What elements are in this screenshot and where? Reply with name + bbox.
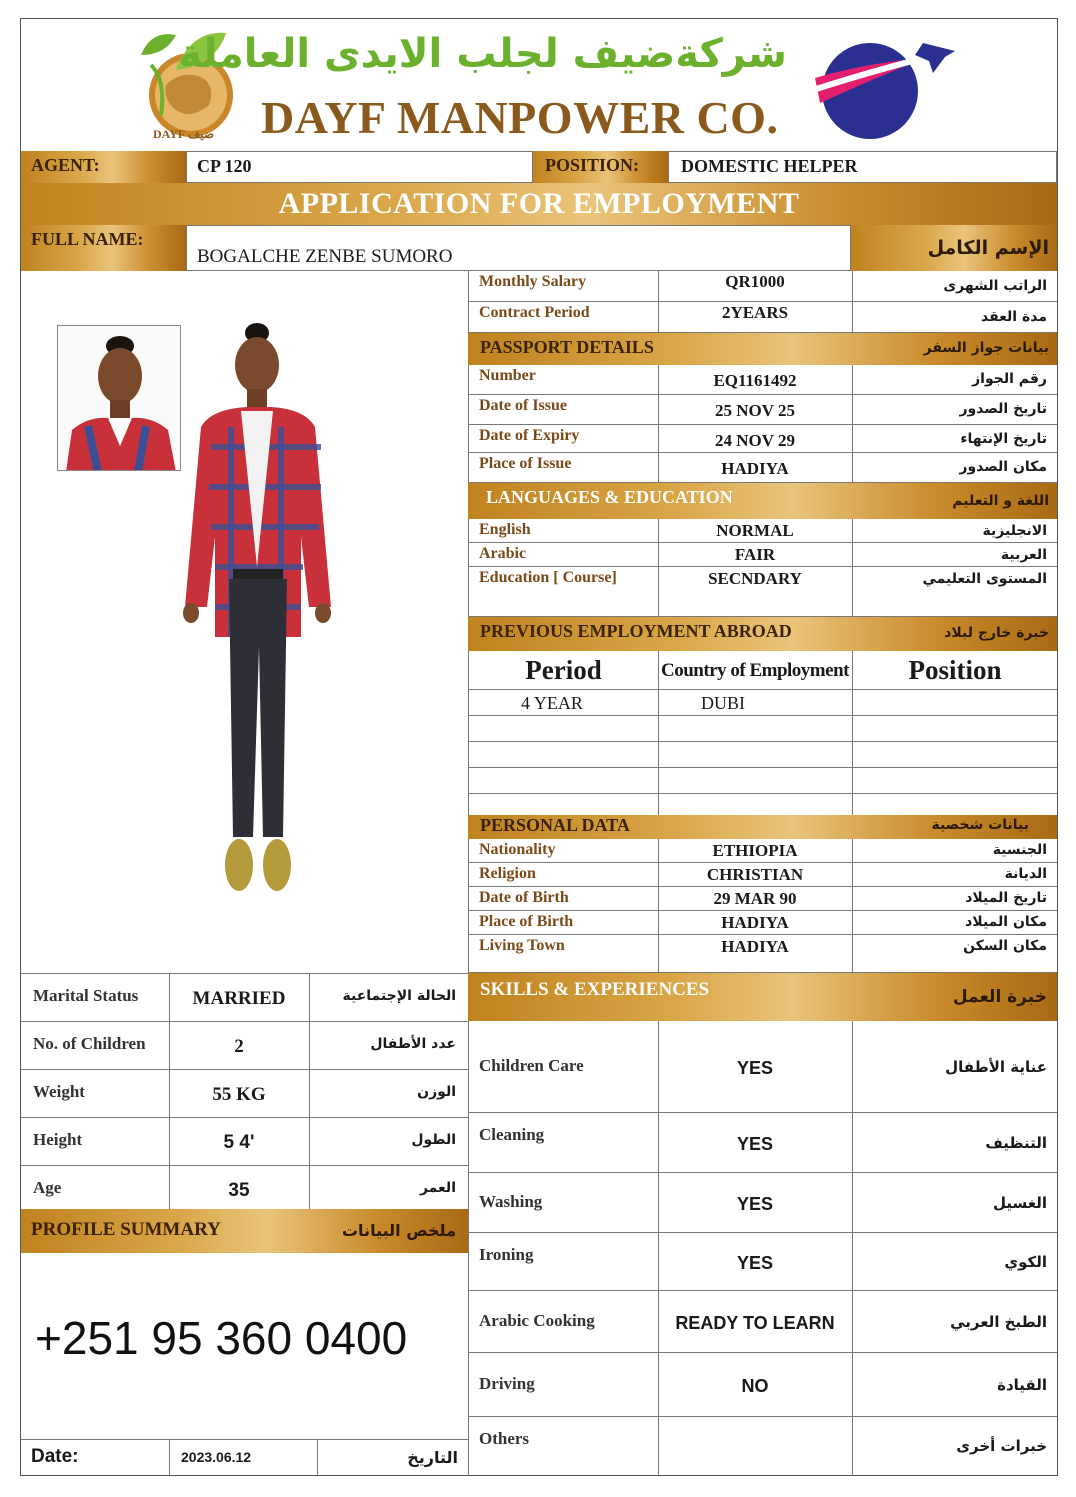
skill-ar-0: عناية الأطفال — [945, 1058, 1047, 1076]
personal-ar-0: الجنسية — [992, 842, 1047, 858]
employment-header-position: Position — [908, 655, 1002, 685]
personal-label-1: Religion — [479, 865, 536, 882]
employment-title: PREVIOUS EMPLOYMENT ABROAD — [480, 621, 792, 641]
personal-band — [468, 815, 1057, 839]
skill-value-2: YES — [736, 1194, 774, 1214]
skill-ar-5: القيادة — [997, 1376, 1047, 1394]
contract-ar-1: مدة العقد — [980, 309, 1047, 325]
languages-title-ar: اللغة و التعليم — [952, 493, 1049, 509]
language-ar-1: العربية — [1000, 547, 1047, 563]
passport-ar-1: تاريخ الصدور — [959, 401, 1047, 417]
personal-value-4: HADIYA — [721, 937, 789, 956]
position-label-cell — [533, 151, 668, 183]
personal-value-1: CHRISTIAN — [706, 865, 804, 884]
full-name-value: BOGALCHE ZENBE SUMORO — [197, 246, 453, 267]
skill-label-4: Arabic Cooking — [479, 1311, 595, 1330]
detail-value-1: 2 — [234, 1036, 244, 1057]
profile-band — [21, 1209, 468, 1253]
full-name-label-cell — [21, 225, 186, 271]
profile-title: PROFILE SUMMARY — [31, 1219, 221, 1240]
detail-value-4: 35 — [228, 1180, 250, 1201]
profile-title-ar: ملخص البيانات — [341, 1221, 456, 1240]
detail-label-2: Weight — [33, 1082, 85, 1101]
personal-label-2: Date of Birth — [479, 889, 569, 906]
employment-header-country: Country of Employment — [661, 660, 849, 681]
employment-title-ar: خبرة خارج لبلاد — [944, 625, 1049, 641]
application-sheet — [20, 18, 1058, 1476]
skill-ar-3: الكوي — [1004, 1253, 1047, 1271]
skills-band — [468, 973, 1057, 1021]
contract-label-1: Contract Period — [479, 304, 590, 321]
position-value-cell — [668, 151, 1057, 183]
detail-value-2: 55 KG — [212, 1084, 266, 1105]
detail-value-3: 5 4' — [223, 1132, 255, 1153]
detail-label-0: Marital Status — [33, 986, 139, 1005]
skill-value-0: YES — [736, 1058, 774, 1078]
skill-ar-4: الطبخ العربي — [950, 1313, 1047, 1331]
skill-value-4: READY TO LEARN — [675, 1313, 835, 1333]
passport-value-2: 24 NOV 29 — [715, 431, 795, 450]
employment-header-period: Period — [525, 655, 602, 685]
language-value-1: FAIR — [734, 545, 776, 564]
skill-ar-6: خبرات أخرى — [956, 1437, 1047, 1455]
employment-row-period: 4 YEAR — [521, 693, 583, 713]
personal-value-3: HADIYA — [721, 913, 789, 932]
application-title: APPLICATION FOR EMPLOYMENT — [278, 187, 800, 220]
date-value: 2023.06.12 — [181, 1449, 252, 1465]
date-label: Date: — [31, 1446, 79, 1467]
logo-small-text: DAYF ضيف — [153, 127, 215, 141]
languages-title: LANGUAGES & EDUCATION — [486, 487, 733, 507]
personal-label-3: Place of Birth — [479, 913, 574, 930]
personal-value-2: 29 MAR 90 — [713, 889, 797, 908]
language-label-2: Education [ Course] — [479, 569, 617, 586]
title-band — [21, 183, 1057, 225]
profile-body — [21, 1253, 468, 1439]
agent-label: AGENT: — [31, 155, 100, 175]
personal-table — [468, 839, 1057, 973]
skill-label-0: Children Care — [479, 1056, 584, 1075]
skill-label-3: Ironing — [479, 1245, 534, 1264]
passport-label-3: Place of Issue — [479, 455, 572, 472]
skills-table — [468, 1021, 1057, 1475]
languages-band — [468, 483, 1057, 519]
passport-label-2: Date of Expiry — [479, 427, 580, 444]
skill-value-1: YES — [736, 1134, 774, 1154]
language-value-0: NORMAL — [716, 521, 794, 540]
skill-ar-2: الغسيل — [992, 1194, 1047, 1212]
skills-title: SKILLS & EXPERIENCES — [480, 979, 710, 1000]
language-ar-2: المستوى التعليمي — [922, 571, 1047, 587]
full-name-value-cell — [186, 225, 851, 271]
passport-table — [468, 365, 1057, 483]
full-name-ar-cell — [851, 225, 1057, 271]
passport-title: PASSPORT DETAILS — [480, 337, 654, 357]
agent-value-cell — [186, 151, 533, 183]
detail-ar-4: العمر — [419, 1180, 456, 1196]
detail-label-3: Height — [33, 1130, 83, 1149]
date-ar: التاريخ — [407, 1448, 458, 1467]
left-details-table — [21, 973, 468, 1209]
passport-value-0: EQ1161492 — [713, 371, 797, 390]
personal-ar-3: مكان الميلاد — [965, 914, 1047, 930]
personal-label-4: Living Town — [479, 937, 565, 954]
language-label-1: Arabic — [479, 545, 527, 562]
date-row — [21, 1439, 468, 1475]
employment-row-country: DUBI — [701, 693, 745, 713]
language-ar-0: الانجليزية — [982, 523, 1047, 539]
full-name-ar: الإسم الكامل — [927, 237, 1049, 259]
passport-title-ar: بيانات جواز السفر — [923, 340, 1049, 356]
passport-band — [468, 333, 1057, 365]
contract-table — [468, 271, 1057, 333]
detail-ar-2: الوزن — [417, 1084, 456, 1100]
airplane-globe-logo — [805, 33, 965, 143]
detail-ar-0: الحالة الإجتماعية — [342, 988, 456, 1004]
full-body-photo — [171, 317, 351, 897]
detail-label-4: Age — [33, 1178, 62, 1197]
employment-table — [468, 651, 1057, 815]
personal-ar-1: الديانة — [1004, 866, 1047, 882]
company-arabic-name: شركةضيف لجلب الايدى العاملة — [178, 31, 787, 77]
passport-label-1: Date of Issue — [479, 397, 567, 414]
personal-title-ar: بيانات شخصية — [931, 817, 1029, 833]
personal-title: PERSONAL DATA — [480, 815, 630, 835]
skill-value-5: NO — [741, 1376, 769, 1396]
detail-value-0: MARRIED — [192, 988, 286, 1009]
skill-label-1: Cleaning — [479, 1125, 545, 1144]
language-label-0: English — [479, 521, 531, 538]
header — [21, 19, 1057, 151]
skill-label-2: Washing — [479, 1192, 543, 1211]
passport-label-0: Number — [479, 367, 536, 384]
contract-value-1: 2YEARS — [721, 303, 789, 322]
passport-value-1: 25 NOV 25 — [715, 401, 795, 420]
agent-value: CP 120 — [197, 156, 252, 176]
skill-label-6: Others — [479, 1429, 530, 1448]
full-name-label: FULL NAME: — [31, 229, 144, 249]
position-value: DOMESTIC HELPER — [681, 156, 858, 176]
passport-ar-3: مكان الصدور — [959, 459, 1047, 475]
detail-label-1: No. of Children — [33, 1034, 146, 1053]
passport-photo — [57, 325, 181, 471]
detail-ar-1: عدد الأطفال — [370, 1036, 456, 1052]
languages-table — [468, 519, 1057, 617]
passport-value-3: HADIYA — [721, 459, 789, 478]
personal-value-0: ETHIOPIA — [712, 841, 798, 860]
language-value-2: SECNDARY — [708, 569, 802, 588]
company-english-name: DAYF MANPOWER CO. — [261, 92, 779, 143]
personal-label-0: Nationality — [479, 841, 556, 858]
detail-ar-3: الطول — [411, 1132, 456, 1148]
passport-ar-2: تاريخ الإنتهاء — [960, 431, 1047, 447]
skills-title-ar: خبرة العمل — [952, 987, 1047, 1007]
skill-ar-1: التنظيف — [985, 1134, 1047, 1152]
passport-ar-0: رقم الجواز — [972, 371, 1047, 387]
contract-ar-0: الراتب الشهرى — [943, 278, 1047, 294]
contract-label-0: Monthly Salary — [479, 273, 587, 290]
agent-label-cell — [21, 151, 186, 183]
skill-label-5: Driving — [479, 1374, 535, 1393]
skill-value-3: YES — [736, 1253, 774, 1273]
personal-ar-2: تاريخ الميلاد — [965, 890, 1047, 906]
position-label: POSITION: — [545, 155, 640, 175]
profile-phone: +251 95 360 0400 — [35, 1312, 408, 1364]
contract-value-0: QR1000 — [725, 272, 785, 291]
employment-band — [468, 617, 1057, 651]
personal-ar-4: مكان السكن — [963, 938, 1047, 954]
